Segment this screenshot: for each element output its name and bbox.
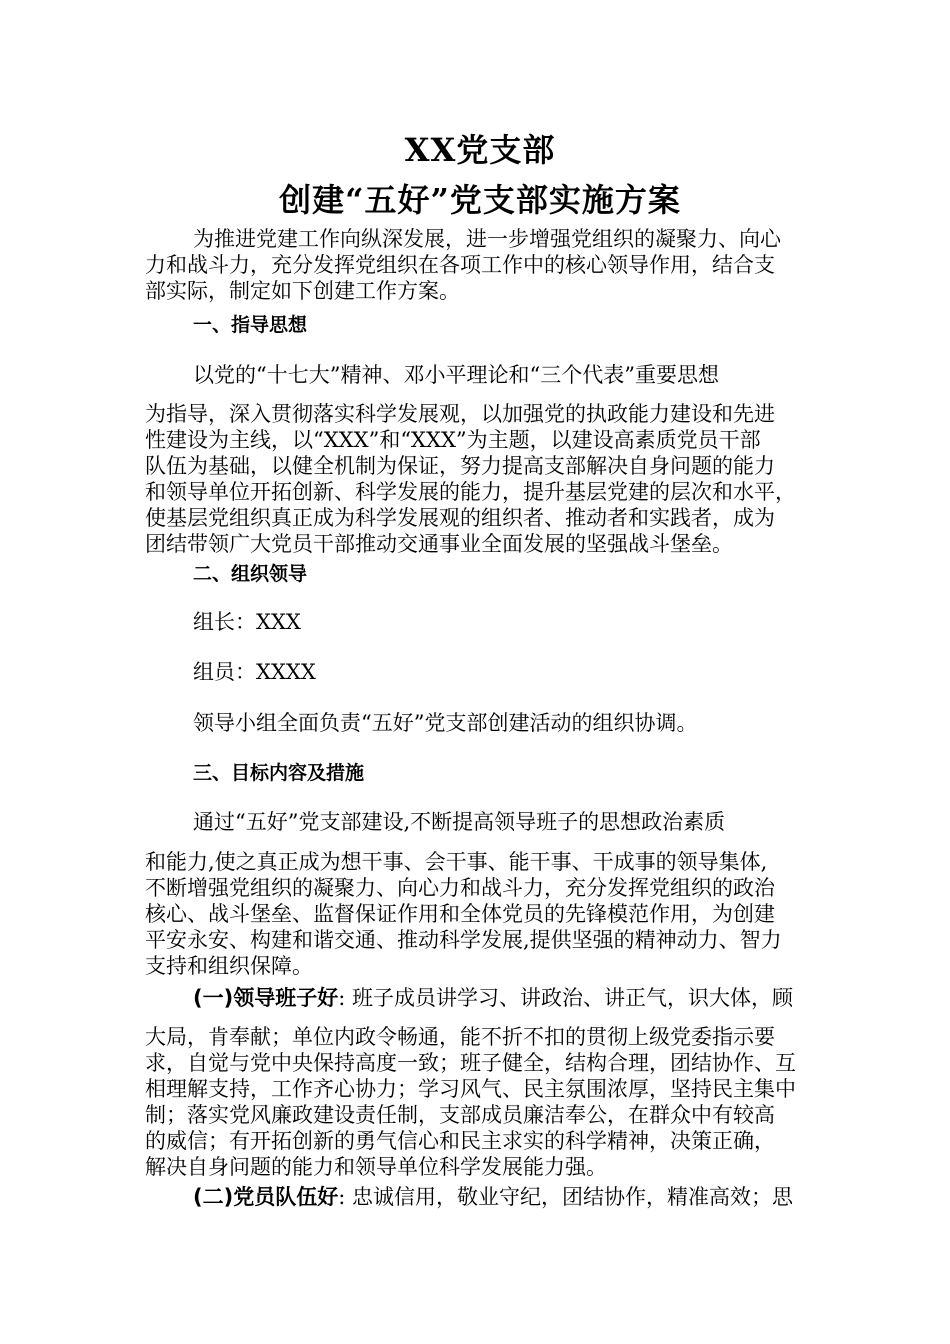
section-3-line: 核心、战斗堡垒、监督保证作用和全体党员的先锋模范作用，为创建 xyxy=(145,902,775,926)
item-1-line: 大局，肯奉献；单位内政令畅通，能不折不扣的贯彻上级党委指示要 xyxy=(145,1025,775,1049)
section-1-heading: 一、指导思想 xyxy=(193,314,308,336)
section-2-heading: 二、组织领导 xyxy=(193,563,308,585)
title-line-2: 创建“五好”党支部实施方案 xyxy=(279,181,681,219)
item-2-first-line xyxy=(193,1184,793,1210)
section-3-line: 和能力,使之真正成为想干事、会干事、能干事、干成事的领导集体, xyxy=(145,850,768,874)
section-3-line: 支持和组织保障。 xyxy=(145,954,313,978)
item-1-text: : 班子成员讲学习、讲政治、讲正气，识大体，顾 xyxy=(338,986,793,1010)
item-2-label: (二)党员队伍好 xyxy=(193,1185,339,1209)
section-2-note: 领导小组全面负责“五好”党支部创建活动的组织协调。 xyxy=(193,711,698,735)
section-1-line: 队伍为基础，以健全机制为保证，努力提高支部解决自身问题的能力 xyxy=(145,454,775,478)
intro-line: 力和战斗力，充分发挥党组织在各项工作中的核心领导作用，结合支 xyxy=(145,253,775,277)
item-1-line: 求，自觉与党中央保持高度一致；班子健全，结构合理，团结协作、互 xyxy=(145,1051,796,1075)
item-1-label: (一)领导班子好 xyxy=(193,986,339,1010)
item-1-line: 相理解支持，工作齐心协力；学习风气、民主氛围浓厚，坚持民主集中 xyxy=(145,1077,796,1101)
section-3-heading: 三、目标内容及措施 xyxy=(193,762,365,784)
section-1-line: 和领导单位开拓创新、科学发展的能力，提升基层党建的层次和水平， xyxy=(145,480,796,504)
item-1-first-line xyxy=(193,985,793,1011)
members-line: 组员：XXXX xyxy=(193,660,316,684)
section-3-paragraph xyxy=(145,849,815,979)
section-1-line: 团结带领广大党员干部推动交通事业全面发展的坚强战斗堡垒。 xyxy=(145,532,733,556)
item-1-line: 制；落实党风廉政建设责任制，支部成员廉洁奉公，在群众中有较高 xyxy=(145,1103,775,1127)
section-1-line: 性建设为主线，以“XXX”和“XXX”为主题，以建设高素质党员干部 xyxy=(145,428,761,452)
section-1-line: 为指导，深入贯彻落实科学发展观，以加强党的执政能力建设和先进 xyxy=(145,402,775,426)
intro-line: 为推进党建工作向纵深发展，进一步增强党组织的凝聚力、向心 xyxy=(193,227,781,251)
leader-line: 组长：XXX xyxy=(193,610,301,634)
section-3-first-line: 通过“五好”党支部建设,不断提高领导班子的思想政治素质 xyxy=(193,810,726,834)
item-2-text: : 忠诚信用，敬业守纪，团结协作，精准高效；思 xyxy=(338,1185,793,1209)
section-3-line: 平安永安、构建和谐交通、推动科学发展,提供坚强的精神动力、智力 xyxy=(145,928,782,952)
section-1-line: 使基层党组织真正成为科学发展观的组织者、推动者和实践者，成为 xyxy=(145,506,775,530)
intro-paragraph xyxy=(145,226,815,304)
section-1-first-line: 以党的“十七大”精神、邓小平理论和“三个代表”重要思想 xyxy=(193,363,719,387)
section-1-paragraph xyxy=(145,401,815,557)
title-line-1: XX党支部 xyxy=(404,131,556,169)
item-1-paragraph xyxy=(145,1024,815,1180)
item-1-line: 解决自身问题的能力和领导单位科学发展能力强。 xyxy=(145,1155,607,1179)
item-1-line: 的威信；有开拓创新的勇气信心和民主求实的科学精神，决策正确， xyxy=(145,1129,775,1153)
intro-line: 部实际，制定如下创建工作方案。 xyxy=(145,279,460,303)
section-3-line: 不断增强党组织的凝聚力、向心力和战斗力，充分发挥党组织的政治 xyxy=(145,876,775,900)
